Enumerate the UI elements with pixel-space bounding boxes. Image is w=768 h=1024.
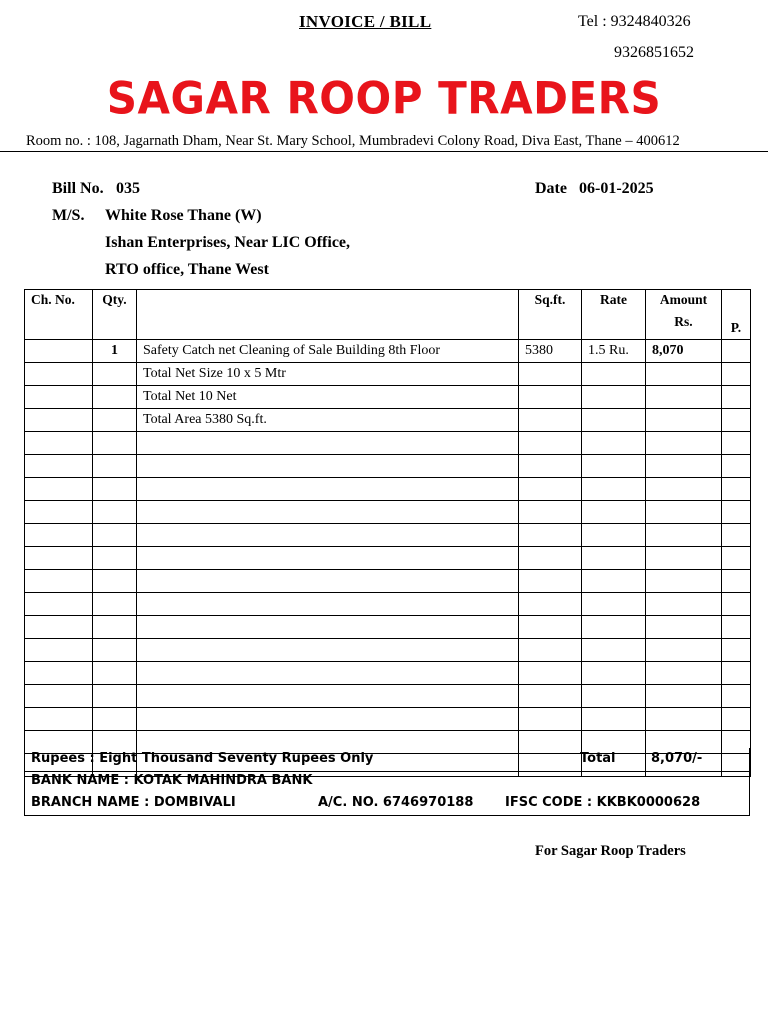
total-label: Total xyxy=(580,751,616,766)
cell-paise xyxy=(722,639,751,662)
cell-paise xyxy=(722,478,751,501)
cell-rate xyxy=(582,455,646,478)
cell-description xyxy=(137,432,519,455)
table-row xyxy=(25,662,751,685)
cell-ch-no xyxy=(25,547,93,570)
cell-ch-no xyxy=(25,501,93,524)
cell-ch-no xyxy=(25,478,93,501)
cell-paise xyxy=(722,386,751,409)
cell-qty xyxy=(93,478,137,501)
header-paise: P. xyxy=(722,290,751,340)
customer-line-2: Ishan Enterprises, Near LIC Office, xyxy=(105,234,351,251)
cell-paise xyxy=(722,570,751,593)
table-row xyxy=(25,593,751,616)
table-row xyxy=(25,501,751,524)
cell-paise xyxy=(722,593,751,616)
cell-ch-no xyxy=(25,685,93,708)
cell-ch-no xyxy=(25,524,93,547)
cell-paise xyxy=(722,685,751,708)
total-value: 8,070/- xyxy=(651,751,703,766)
cell-amount xyxy=(646,570,722,593)
cell-rate xyxy=(582,478,646,501)
table-row xyxy=(25,409,751,432)
telephone-secondary: 9326851652 xyxy=(614,44,694,61)
cell-rate xyxy=(582,570,646,593)
bank-name: BANK NAME : KOTAK MAHINDRA BANK xyxy=(31,773,313,788)
cell-description xyxy=(137,524,519,547)
cell-description xyxy=(137,708,519,731)
cell-description: Total Net 10 Net xyxy=(137,386,519,409)
cell-qty xyxy=(93,639,137,662)
cell-amount xyxy=(646,478,722,501)
cell-qty xyxy=(93,593,137,616)
cell-sqft xyxy=(519,570,582,593)
cell-description xyxy=(137,501,519,524)
cell-qty xyxy=(93,455,137,478)
header-description xyxy=(137,290,519,340)
account-number: A/C. NO. 6746970188 xyxy=(318,795,474,810)
cell-qty xyxy=(93,524,137,547)
cell-rate xyxy=(582,708,646,731)
cell-amount xyxy=(646,363,722,386)
header-qty: Qty. xyxy=(93,290,137,340)
cell-rate xyxy=(582,616,646,639)
cell-description xyxy=(137,662,519,685)
cell-sqft xyxy=(519,593,582,616)
cell-sqft xyxy=(519,455,582,478)
cell-rate xyxy=(582,501,646,524)
cell-qty xyxy=(93,685,137,708)
cell-description xyxy=(137,570,519,593)
cell-ch-no xyxy=(25,432,93,455)
company-address: Room no. : 108, Jagarnath Dham, Near St. Mary School, Mumbradevi Colony Road, Diva East, Thane – 400612 xyxy=(26,133,680,149)
cell-paise xyxy=(722,662,751,685)
cell-amount xyxy=(646,639,722,662)
cell-rate xyxy=(582,409,646,432)
table-row xyxy=(25,478,751,501)
cell-sqft xyxy=(519,639,582,662)
cell-paise xyxy=(722,455,751,478)
customer-line-3: RTO office, Thane West xyxy=(105,261,269,278)
cell-qty xyxy=(93,662,137,685)
cell-amount xyxy=(646,708,722,731)
cell-ch-no xyxy=(25,616,93,639)
header-amount-line2: Rs. xyxy=(674,314,693,329)
cell-rate xyxy=(582,432,646,455)
cell-ch-no xyxy=(25,455,93,478)
cell-sqft xyxy=(519,685,582,708)
cell-description xyxy=(137,478,519,501)
cell-amount xyxy=(646,501,722,524)
cell-qty xyxy=(93,363,137,386)
cell-ch-no xyxy=(25,708,93,731)
cell-paise xyxy=(722,363,751,386)
cell-rate: 1.5 Ru. xyxy=(582,340,646,363)
table-row xyxy=(25,685,751,708)
cell-qty xyxy=(93,547,137,570)
cell-description xyxy=(137,547,519,570)
cell-ch-no xyxy=(25,363,93,386)
cell-description xyxy=(137,616,519,639)
header-ch-no: Ch. No. xyxy=(25,290,93,340)
cell-paise xyxy=(722,340,751,363)
cell-ch-no xyxy=(25,570,93,593)
date-label: Date xyxy=(535,180,567,197)
cell-qty: 1 xyxy=(93,340,137,363)
bill-date: 06-01-2025 xyxy=(579,180,654,197)
cell-qty xyxy=(93,501,137,524)
address-divider xyxy=(0,151,768,152)
cell-amount xyxy=(646,409,722,432)
cell-rate xyxy=(582,547,646,570)
table-row xyxy=(25,363,751,386)
cell-sqft xyxy=(519,363,582,386)
invoice-footer xyxy=(24,748,750,816)
telephone-primary: Tel : 9324840326 xyxy=(578,13,691,30)
table-row xyxy=(25,432,751,455)
cell-description xyxy=(137,593,519,616)
cell-rate xyxy=(582,639,646,662)
cell-ch-no xyxy=(25,409,93,432)
signoff: For Sagar Roop Traders xyxy=(535,843,686,859)
cell-ch-no xyxy=(25,662,93,685)
cell-paise xyxy=(722,708,751,731)
cell-qty xyxy=(93,409,137,432)
customer-label: M/S. xyxy=(52,207,85,224)
cell-ch-no xyxy=(25,639,93,662)
cell-rate xyxy=(582,593,646,616)
cell-qty xyxy=(93,616,137,639)
amount-in-words: Rupees : Eight Thousand Seventy Rupees Only xyxy=(31,751,374,766)
ifsc-code: IFSC CODE : KKBK0000628 xyxy=(505,795,701,810)
table-row xyxy=(25,547,751,570)
total-divider xyxy=(645,748,646,771)
cell-ch-no xyxy=(25,593,93,616)
bill-number-label: Bill No. xyxy=(52,180,104,197)
cell-amount xyxy=(646,455,722,478)
header-rate: Rate xyxy=(582,290,646,340)
cell-amount xyxy=(646,685,722,708)
cell-amount xyxy=(646,386,722,409)
table-row xyxy=(25,570,751,593)
cell-amount xyxy=(646,432,722,455)
table-row xyxy=(25,386,751,409)
bill-number: 035 xyxy=(116,180,140,197)
document-title: INVOICE / BILL xyxy=(299,12,432,31)
table-row xyxy=(25,524,751,547)
cell-description xyxy=(137,455,519,478)
cell-sqft xyxy=(519,708,582,731)
cell-description xyxy=(137,639,519,662)
cell-amount xyxy=(646,616,722,639)
cell-description: Safety Catch net Cleaning of Sale Building 8th Floor xyxy=(137,340,519,363)
cell-sqft: 5380 xyxy=(519,340,582,363)
branch-name: BRANCH NAME : DOMBIVALI xyxy=(31,795,236,810)
cell-paise xyxy=(722,432,751,455)
cell-rate xyxy=(582,685,646,708)
cell-paise xyxy=(722,616,751,639)
cell-amount xyxy=(646,524,722,547)
cell-qty xyxy=(93,432,137,455)
company-name: SAGAR ROOP TRADERS xyxy=(106,72,662,125)
cell-sqft xyxy=(519,524,582,547)
cell-qty xyxy=(93,386,137,409)
table-row xyxy=(25,639,751,662)
cell-sqft xyxy=(519,432,582,455)
cell-amount xyxy=(646,662,722,685)
cell-rate xyxy=(582,386,646,409)
cell-amount: 8,070 xyxy=(646,340,722,363)
table-row xyxy=(25,616,751,639)
cell-paise xyxy=(722,409,751,432)
cell-sqft xyxy=(519,616,582,639)
table-header-row xyxy=(25,290,751,340)
cell-rate xyxy=(582,662,646,685)
cell-qty xyxy=(93,570,137,593)
cell-description: Total Net Size 10 x 5 Mtr xyxy=(137,363,519,386)
header-amount-line1: Amount xyxy=(659,292,708,307)
cell-sqft xyxy=(519,409,582,432)
cell-sqft xyxy=(519,501,582,524)
cell-paise xyxy=(722,524,751,547)
table-row xyxy=(25,455,751,478)
cell-sqft xyxy=(519,547,582,570)
cell-sqft xyxy=(519,662,582,685)
cell-description xyxy=(137,685,519,708)
cell-amount xyxy=(646,547,722,570)
cell-paise xyxy=(722,501,751,524)
cell-description: Total Area 5380 Sq.ft. xyxy=(137,409,519,432)
cell-ch-no xyxy=(25,340,93,363)
cell-qty xyxy=(93,708,137,731)
cell-ch-no xyxy=(25,386,93,409)
items-table xyxy=(24,289,751,777)
table-row xyxy=(25,340,751,363)
header-amount xyxy=(646,290,722,340)
cell-paise xyxy=(722,547,751,570)
header-sqft: Sq.ft. xyxy=(519,290,582,340)
customer-line-1: White Rose Thane (W) xyxy=(105,207,262,224)
cell-sqft xyxy=(519,386,582,409)
table-row xyxy=(25,708,751,731)
cell-rate xyxy=(582,524,646,547)
cell-rate xyxy=(582,363,646,386)
cell-amount xyxy=(646,593,722,616)
cell-sqft xyxy=(519,478,582,501)
